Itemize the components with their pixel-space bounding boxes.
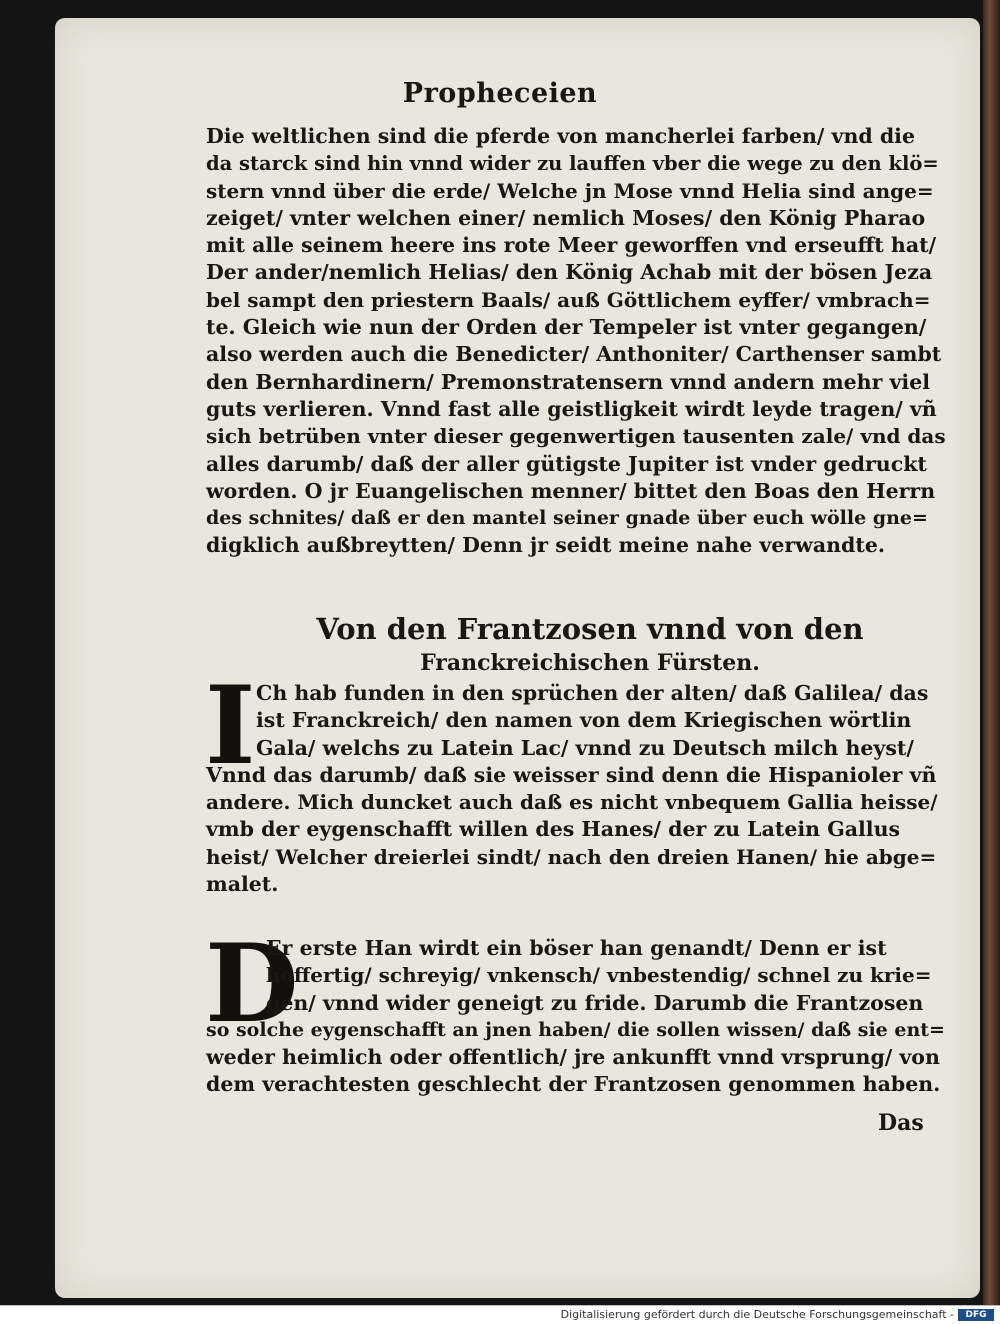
text-line: so solche eygenschafft an jnen haben/ die sollen wissen/ daß sie ent= — [206, 1018, 945, 1041]
text-line: ist Franckreich/ den namen von dem Kriegischen wörtlin — [256, 708, 912, 733]
text-line: sich betrüben vnter dieser gegenwertigen tausenten zale/ vnd das — [206, 424, 946, 449]
text-line: Er erste Han wirdt ein böser han genandt/ Denn er ist — [266, 936, 887, 960]
text-line: Der ander/nemlich Helias/ den König Achab mit der bösen Jeza — [206, 260, 933, 285]
text-line: te. Gleich wie nun der Orden der Tempeler ist vnter gegangen/ — [206, 315, 927, 340]
text-line: stern vnnd über die erde/ Welche jn Mose vnnd Helia sind ange= — [206, 178, 934, 203]
text-line: den Bernhardinern/ Premonstratensern vnnd andern mehr viel — [206, 369, 931, 394]
text-line: malet. — [206, 872, 279, 897]
text-line: des schnites/ daß er den mantel seiner gnade über euch wölle gne= — [206, 507, 928, 530]
decorated-initial-i: I — [205, 663, 256, 789]
text-line: hoffertig/ schreyig/ vnkensch/ vnbestendig/ schnel zu krie= — [266, 963, 932, 988]
text-line: mit alle seinem heere ins rote Meer geworffen vnd erseufft hat/ — [206, 233, 937, 258]
text-line: gen/ vnnd wider geneigt zu fride. Darumb die Frantzosen — [266, 990, 924, 1015]
text-line: alles darumb/ daß der aller gütigste Jupiter ist vnder gedruckt — [206, 451, 927, 476]
running-header: Propheceien — [402, 78, 598, 109]
dfg-logo: DFG — [958, 1309, 994, 1321]
text-line: heist/ Welcher dreierlei sindt/ nach den dreien Hanen/ hie abge= — [206, 844, 937, 869]
text-line: worden. O jr Euangelischen menner/ bittet den Boas den Herrn — [206, 478, 936, 503]
text-line: also werden auch die Benedicter/ Anthoniter/ Carthenser sambt — [206, 342, 942, 367]
decorated-initial-d: D — [205, 921, 299, 1047]
text-line: andere. Mich duncket auch daß es nicht vnbequem Gallia heisse/ — [206, 790, 938, 815]
text-line: bel sampt den priestern Baals/ auß Göttlichem eyffer/ vmbrach= — [206, 287, 931, 312]
text-line: Gala/ welchs zu Latein Lac/ vnnd zu Deutsch milch heyst/ — [256, 735, 914, 760]
text-line: digklich außbreytten/ Denn jr seidt meine nahe verwandte. — [206, 533, 886, 558]
text-line: weder heimlich oder offentlich/ jre ankunfft vnnd vrsprung/ von — [206, 1045, 940, 1070]
section-heading — [310, 612, 870, 680]
text-line: guts verlieren. Vnnd fast alle geistligkeit wirdt leyde tragen/ vñ — [206, 396, 937, 421]
footer-bar — [0, 1305, 1000, 1324]
text-line: dem verachtesten geschlecht der Frantzosen genommen haben. — [206, 1072, 941, 1097]
text-line: vmb der eygenschafft willen des Hanes/ der zu Latein Gallus — [206, 817, 901, 842]
text-line: zeiget/ vnter welchen einer/ nemlich Moses/ den König Pharao — [206, 205, 926, 230]
heading-line-1: Von den Frantzosen vnnd von den — [316, 612, 864, 646]
heading-line-2: Franckreichischen Fürsten. — [420, 650, 760, 676]
text-line: Ch hab funden in den sprüchen der alten/ daß Galilea/ das — [256, 681, 929, 705]
catchword: Das — [878, 1110, 924, 1136]
text-line: da starck sind hin vnnd wider zu lauffen vber die wege zu den klö= — [206, 152, 939, 176]
paragraph-1 — [206, 123, 946, 560]
text-line: Vnnd das darumb/ daß sie weisser sind denn die Hispanioler vñ — [206, 762, 937, 787]
paragraph-2 — [206, 680, 946, 898]
funding-notice: Digitalisierung gefördert durch die Deutsche Forschungsgemeinschaft - — [560, 1308, 954, 1321]
paragraph-3 — [206, 935, 946, 1099]
book-spine-edge — [983, 0, 1000, 1305]
text-line: Die weltlichen sind die pferde von mancherlei farben/ vnd die — [206, 124, 916, 148]
